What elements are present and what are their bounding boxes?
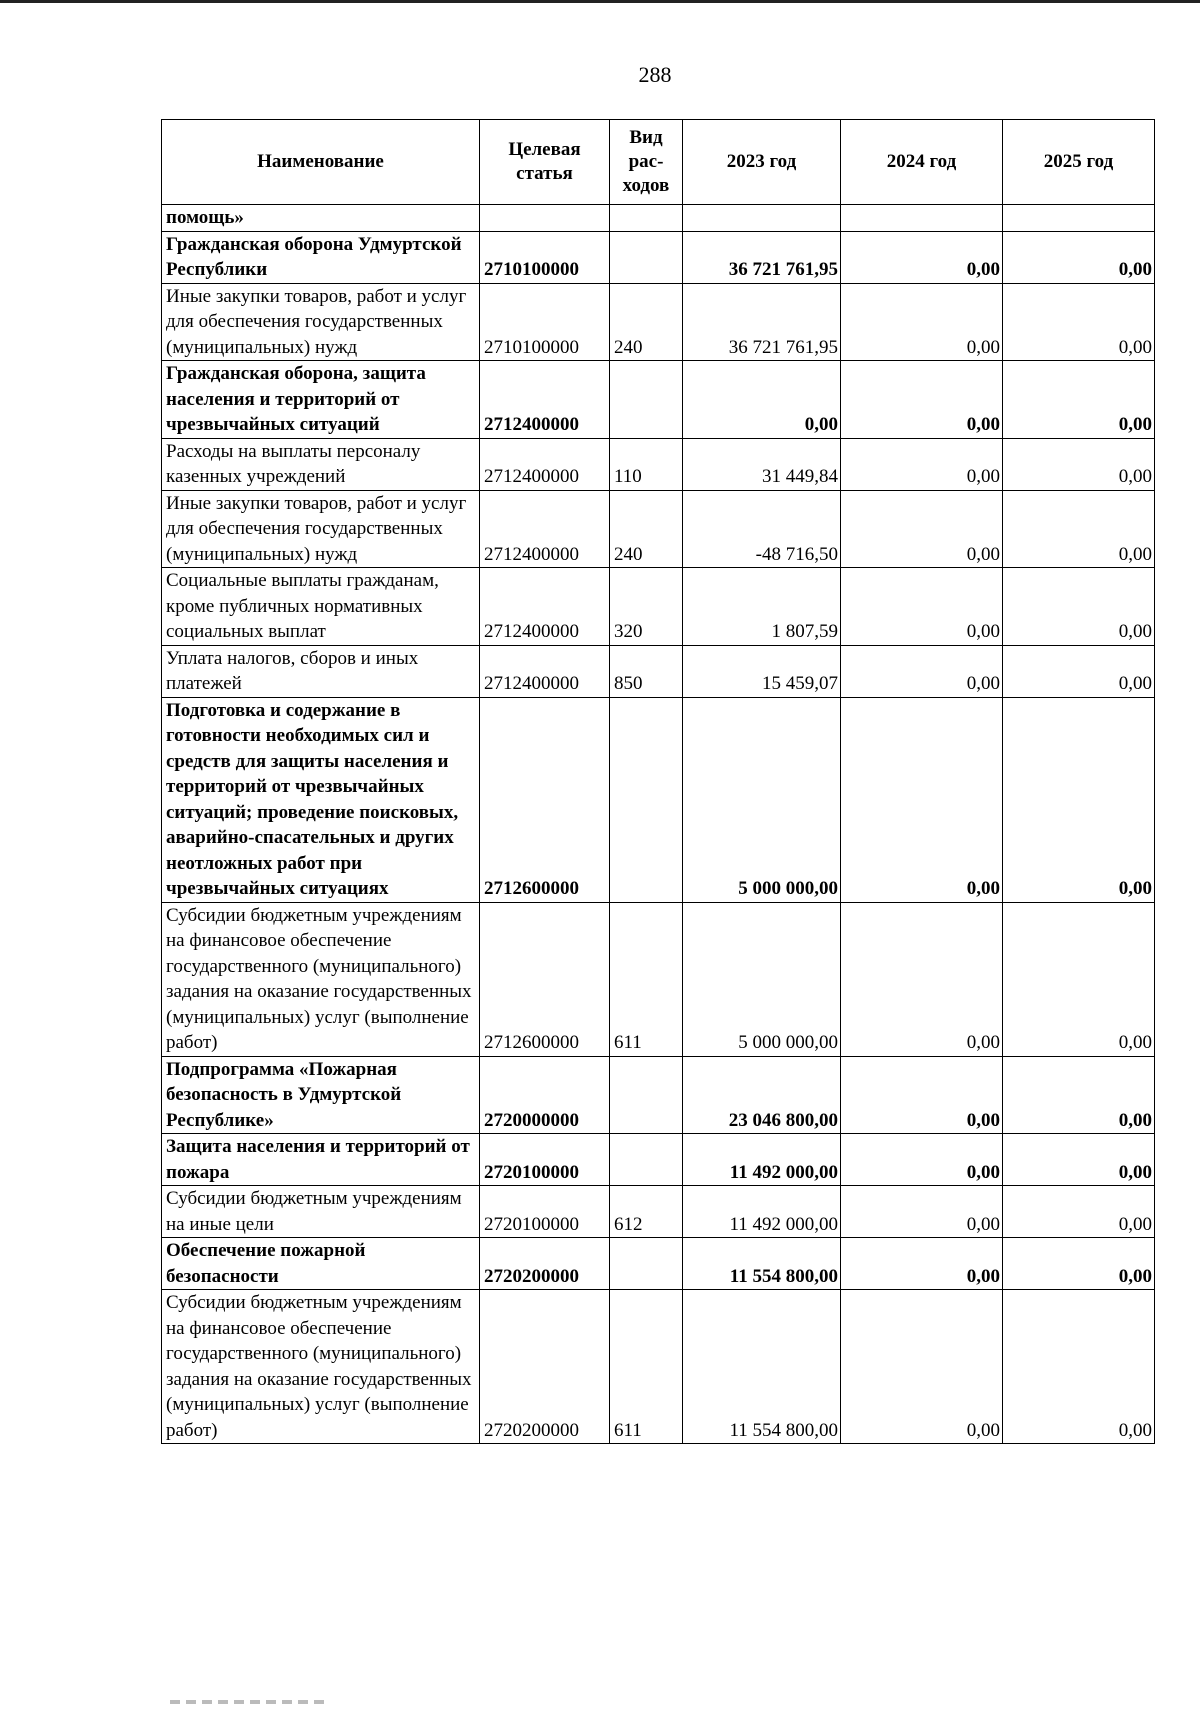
cell-2023: 11 492 000,00 <box>683 1186 841 1238</box>
cell-name: Иные закупки товаров, работ и услуг для обеспечения государственных (муниципальных) нужд <box>162 283 480 361</box>
cell-kind <box>610 1056 683 1134</box>
cell-2025: 0,00 <box>1003 1186 1155 1238</box>
top-border <box>0 0 1200 3</box>
table-body <box>162 205 1155 1444</box>
cell-2025: 0,00 <box>1003 490 1155 568</box>
cell-2025: 0,00 <box>1003 1290 1155 1444</box>
table-row <box>162 205 1155 232</box>
header-name: Наименование <box>162 120 480 205</box>
cell-2024: 0,00 <box>841 490 1003 568</box>
cell-code: 2720000000 <box>480 1056 610 1134</box>
cell-name: Защита населения и территорий от пожара <box>162 1134 480 1186</box>
cell-2025: 0,00 <box>1003 568 1155 646</box>
cell-kind <box>610 231 683 283</box>
table-row <box>162 902 1155 1056</box>
cell-code: 2712400000 <box>480 361 610 439</box>
cell-2024: 0,00 <box>841 361 1003 439</box>
table-row <box>162 1134 1155 1186</box>
cell-code: 2712600000 <box>480 697 610 902</box>
cell-name: Уплата налогов, сборов и иных платежей <box>162 645 480 697</box>
header-2025: 2025 год <box>1003 120 1155 205</box>
cell-2024: 0,00 <box>841 1134 1003 1186</box>
cell-2025: 0,00 <box>1003 231 1155 283</box>
cell-2024: 0,00 <box>841 568 1003 646</box>
header-2023: 2023 год <box>683 120 841 205</box>
cell-kind: 320 <box>610 568 683 646</box>
cell-name: Иные закупки товаров, работ и услуг для обеспечения государственных (муниципальных) нужд <box>162 490 480 568</box>
cell-kind: 240 <box>610 283 683 361</box>
cell-2023: 36 721 761,95 <box>683 283 841 361</box>
cell-name: Субсидии бюджетным учреждениям на финансовое обеспечение государственного (муниципального) задания на оказание государственных (муниципальных) услуг (выполнение работ) <box>162 1290 480 1444</box>
cell-2024: 0,00 <box>841 438 1003 490</box>
header-2024: 2024 год <box>841 120 1003 205</box>
table-row <box>162 361 1155 439</box>
cell-2025: 0,00 <box>1003 1238 1155 1290</box>
table-row <box>162 438 1155 490</box>
cell-2023: 31 449,84 <box>683 438 841 490</box>
cell-name: Обеспечение пожарной безопасности <box>162 1238 480 1290</box>
cell-kind: 110 <box>610 438 683 490</box>
table-row <box>162 1238 1155 1290</box>
cell-kind: 850 <box>610 645 683 697</box>
cell-2025: 0,00 <box>1003 645 1155 697</box>
cell-2024: 0,00 <box>841 1238 1003 1290</box>
cell-code: 2712400000 <box>480 490 610 568</box>
cell-name: Гражданская оборона Удмуртской Республики <box>162 231 480 283</box>
cell-2023: 11 554 800,00 <box>683 1238 841 1290</box>
cell-name: Расходы на выплаты персоналу казенных учреждений <box>162 438 480 490</box>
cell-2025: 0,00 <box>1003 283 1155 361</box>
cell-code: 2720100000 <box>480 1186 610 1238</box>
cell-2024: 0,00 <box>841 697 1003 902</box>
table-row <box>162 1290 1155 1444</box>
table-row <box>162 645 1155 697</box>
cell-code: 2712400000 <box>480 438 610 490</box>
cell-kind: 240 <box>610 490 683 568</box>
cell-2023: 0,00 <box>683 361 841 439</box>
cell-2023: 5 000 000,00 <box>683 902 841 1056</box>
cell-name: Гражданская оборона, защита населения и территорий от чрезвычайных ситуаций <box>162 361 480 439</box>
cell-kind <box>610 205 683 232</box>
cell-kind <box>610 361 683 439</box>
cell-code: 2712600000 <box>480 902 610 1056</box>
table-row <box>162 1056 1155 1134</box>
cell-code: 2720100000 <box>480 1134 610 1186</box>
cell-2024: 0,00 <box>841 231 1003 283</box>
table-row <box>162 283 1155 361</box>
cell-2025: 0,00 <box>1003 697 1155 902</box>
table-row <box>162 1186 1155 1238</box>
header-kind: Вид рас- ходов <box>610 120 683 205</box>
cell-2023: 5 000 000,00 <box>683 697 841 902</box>
cell-2025: 0,00 <box>1003 438 1155 490</box>
cell-kind: 611 <box>610 902 683 1056</box>
table-row <box>162 231 1155 283</box>
cell-2023: 11 492 000,00 <box>683 1134 841 1186</box>
cell-2023: 36 721 761,95 <box>683 231 841 283</box>
cell-name: Подпрограмма «Пожарная безопасность в Удмуртской Республике» <box>162 1056 480 1134</box>
cell-2025: 0,00 <box>1003 361 1155 439</box>
budget-table <box>161 119 1155 1444</box>
cell-code: 2720200000 <box>480 1238 610 1290</box>
cell-kind <box>610 1134 683 1186</box>
cell-kind <box>610 1238 683 1290</box>
page-number: 288 <box>638 62 672 87</box>
cell-code: 2712400000 <box>480 645 610 697</box>
table-row <box>162 568 1155 646</box>
cell-kind <box>610 697 683 902</box>
cell-2023: 1 807,59 <box>683 568 841 646</box>
cell-2025: 0,00 <box>1003 902 1155 1056</box>
cell-name: Социальные выплаты гражданам, кроме публичных нормативных социальных выплат <box>162 568 480 646</box>
cell-2023: 11 554 800,00 <box>683 1290 841 1444</box>
cell-code: 2710100000 <box>480 283 610 361</box>
cell-2023: 15 459,07 <box>683 645 841 697</box>
cell-kind: 612 <box>610 1186 683 1238</box>
cell-code <box>480 205 610 232</box>
cell-name: Субсидии бюджетным учреждениям на финансовое обеспечение государственного (муниципального) задания на оказание государственных (муниципальных) услуг (выполнение работ) <box>162 902 480 1056</box>
scan-artifact <box>170 1700 330 1704</box>
cell-code: 2720200000 <box>480 1290 610 1444</box>
cell-2023 <box>683 205 841 232</box>
cell-2024: 0,00 <box>841 1056 1003 1134</box>
table-row <box>162 490 1155 568</box>
table-header-row <box>162 120 1155 205</box>
cell-2025: 0,00 <box>1003 1134 1155 1186</box>
cell-2024: 0,00 <box>841 1186 1003 1238</box>
cell-2024 <box>841 205 1003 232</box>
cell-code: 2710100000 <box>480 231 610 283</box>
cell-2024: 0,00 <box>841 645 1003 697</box>
cell-2025: 0,00 <box>1003 1056 1155 1134</box>
cell-name: Подготовка и содержание в готовности необходимых сил и средств для защиты населения и территорий от чрезвычайных ситуаций; проведение поисковых, аварийно-спасательных и других неотложных работ при чрезвычайных ситуациях <box>162 697 480 902</box>
cell-name: Субсидии бюджетным учреждениям на иные цели <box>162 1186 480 1238</box>
cell-code: 2712400000 <box>480 568 610 646</box>
cell-name: помощь» <box>162 205 480 232</box>
cell-2024: 0,00 <box>841 283 1003 361</box>
cell-2023: -48 716,50 <box>683 490 841 568</box>
cell-2024: 0,00 <box>841 1290 1003 1444</box>
cell-2024: 0,00 <box>841 902 1003 1056</box>
header-code: Целевая статья <box>480 120 610 205</box>
cell-2025 <box>1003 205 1155 232</box>
table-row <box>162 697 1155 902</box>
cell-2023: 23 046 800,00 <box>683 1056 841 1134</box>
cell-kind: 611 <box>610 1290 683 1444</box>
